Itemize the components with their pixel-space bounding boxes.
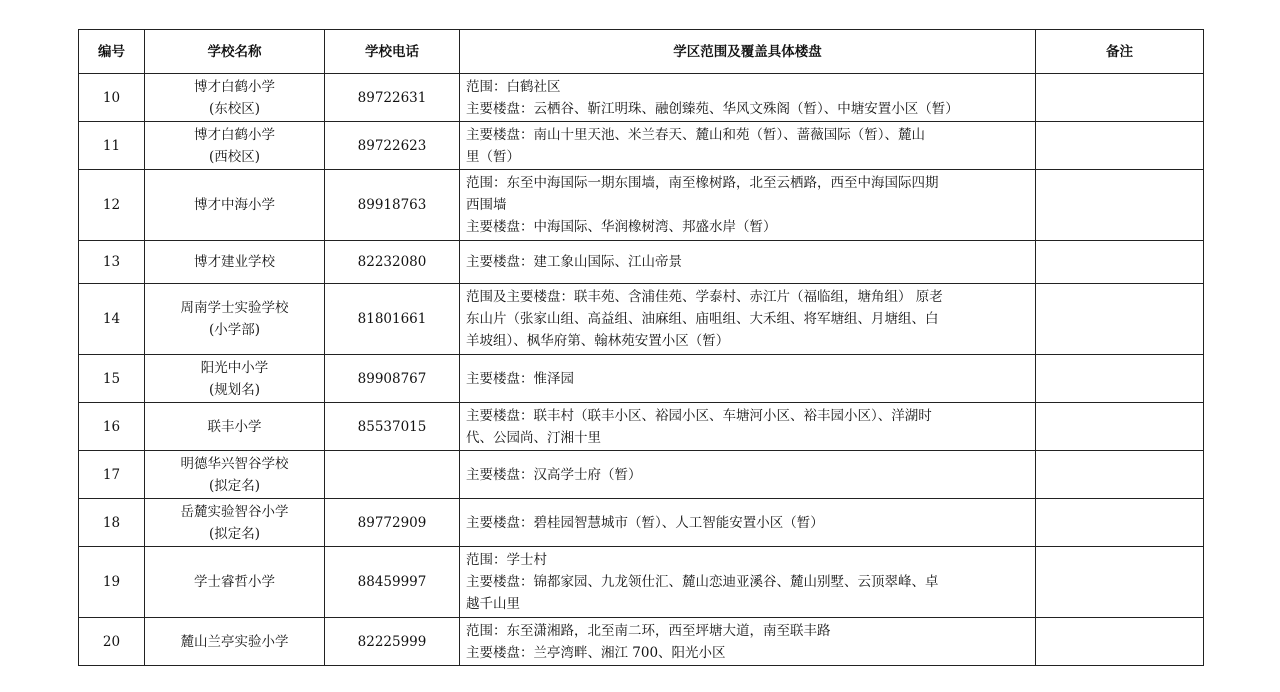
- header-remark: 备注: [1036, 30, 1204, 74]
- school-name-cell: [145, 122, 325, 170]
- school-phone: 85537015: [325, 403, 460, 451]
- district-scope-cell: [460, 122, 1036, 170]
- district-scope-line: 里（暂）: [466, 148, 520, 165]
- table-row: [79, 618, 1204, 666]
- row-number: 17: [79, 451, 145, 499]
- district-scope-line: 主要楼盘：建工象山国际、江山帝景: [466, 254, 682, 270]
- row-number: 16: [79, 403, 145, 451]
- school-name-cell: [145, 74, 325, 122]
- header-school-phone: 学校电话: [325, 30, 460, 74]
- district-scope-cell: [460, 241, 1036, 284]
- row-number: 20: [79, 618, 145, 666]
- table-row: [79, 499, 1204, 547]
- table-row: [79, 74, 1204, 122]
- district-scope-cell: [460, 547, 1036, 618]
- district-scope-line: 范围及主要楼盘：联丰苑、含浦佳苑、学泰村、赤江片（福临组，塘角组） 原老: [466, 289, 943, 305]
- school-name-note: (拟定名): [208, 525, 261, 542]
- school-name: 岳麓实验智谷小学: [180, 503, 289, 520]
- school-name-note: (东校区): [208, 100, 261, 117]
- district-scope-line: 主要楼盘：联丰村（联丰小区、裕园小区、车塘河小区、裕丰园小区）、洋湖时: [466, 407, 932, 424]
- row-number: 19: [79, 547, 145, 618]
- school-name: 博才建业学校: [194, 254, 275, 270]
- remark-cell: [1036, 170, 1204, 241]
- district-scope-line: 越千山里: [466, 596, 520, 612]
- district-scope-cell: [460, 403, 1036, 451]
- remark-cell: [1036, 451, 1204, 499]
- district-scope-line: 范围：东至潇湘路，北至南二环，西至坪塘大道，南至联丰路: [466, 622, 831, 639]
- remark-cell: [1036, 547, 1204, 618]
- school-name-cell: [145, 284, 325, 355]
- table-row: [79, 122, 1204, 170]
- district-scope-cell: [460, 618, 1036, 666]
- school-phone: 81801661: [325, 284, 460, 355]
- school-name-note: (拟定名): [208, 477, 261, 494]
- district-scope-cell: [460, 499, 1036, 547]
- school-phone: 89722623: [325, 122, 460, 170]
- remark-cell: [1036, 355, 1204, 403]
- district-scope-line: 范围：东至中海国际一期东围墙，南至橡树路，北至云栖路，西至中海国际四期: [466, 175, 939, 191]
- school-name-cell: [145, 547, 325, 618]
- school-phone: 89722631: [325, 74, 460, 122]
- table-row: [79, 355, 1204, 403]
- district-scope-cell: [460, 170, 1036, 241]
- table-row: [79, 403, 1204, 451]
- school-name: 麓山兰亭实验小学: [180, 633, 289, 650]
- school-name: 学士睿哲小学: [194, 574, 275, 590]
- school-name-note: (小学部): [208, 322, 261, 338]
- district-scope-line: 西围墙: [466, 197, 507, 213]
- table-row: [79, 170, 1204, 241]
- remark-cell: [1036, 122, 1204, 170]
- remark-cell: [1036, 241, 1204, 284]
- school-phone: 82225999: [325, 618, 460, 666]
- remark-cell: [1036, 403, 1204, 451]
- table-row: [79, 451, 1204, 499]
- school-phone: 82232080: [325, 241, 460, 284]
- school-name: 阳光中小学: [200, 359, 269, 376]
- school-name: 博才白鹤小学: [194, 78, 275, 95]
- school-name-cell: [145, 170, 325, 241]
- table-body: [79, 74, 1204, 666]
- remark-cell: [1036, 499, 1204, 547]
- row-number: 10: [79, 74, 145, 122]
- district-scope-line: 主要楼盘：汉高学士府（暂）: [466, 466, 642, 483]
- school-name-cell: [145, 451, 325, 499]
- school-name: 博才白鹤小学: [194, 126, 275, 143]
- table-row: [79, 284, 1204, 355]
- district-scope-line: 范围：白鹤社区: [466, 78, 561, 95]
- remark-cell: [1036, 618, 1204, 666]
- school-name: 联丰小学: [207, 418, 262, 435]
- district-scope-line: 主要楼盘：碧桂园智慧城市（暂）、人工智能安置小区（暂）: [466, 514, 824, 531]
- table-header-row: [79, 30, 1204, 74]
- row-number: 13: [79, 241, 145, 284]
- district-scope-line: 主要楼盘：兰亭湾畔、湘江 700、阳光小区: [466, 644, 726, 661]
- district-scope-cell: [460, 284, 1036, 355]
- district-scope-cell: [460, 74, 1036, 122]
- district-scope-line: 主要楼盘：南山十里天池、米兰春天、麓山和苑（暂）、蔷薇国际（暂）、麓山: [466, 126, 925, 143]
- district-scope-line: 主要楼盘：中海国际、华润橡树湾、邦盛水岸（暂）: [466, 219, 777, 235]
- table-row: [79, 241, 1204, 284]
- row-number: 14: [79, 284, 145, 355]
- school-name-cell: [145, 355, 325, 403]
- remark-cell: [1036, 284, 1204, 355]
- row-number: 12: [79, 170, 145, 241]
- header-num: 编号: [79, 30, 145, 74]
- district-scope-line: 东山片（张家山组、高益组、油麻组、庙咀组、大禾组、将军塘组、月塘组、白: [466, 311, 939, 327]
- school-name: 明德华兴智谷学校: [180, 455, 289, 472]
- school-name: 周南学士实验学校: [180, 300, 289, 316]
- school-phone: 89908767: [325, 355, 460, 403]
- school-phone: [325, 451, 460, 499]
- header-school-name: 学校名称: [145, 30, 325, 74]
- district-scope-line: 羊坡组）、枫华府第、翰林苑安置小区（暂）: [466, 333, 730, 349]
- school-name-note: (规划名): [208, 381, 261, 398]
- school-phone: 89772909: [325, 499, 460, 547]
- district-scope-line: 主要楼盘：锦都家园、九龙领仕汇、麓山恋迪亚溪谷、麓山别墅、云顶翠峰、卓: [466, 574, 939, 590]
- school-name-cell: [145, 403, 325, 451]
- table-row: [79, 547, 1204, 618]
- row-number: 11: [79, 122, 145, 170]
- school-name-cell: [145, 618, 325, 666]
- district-scope-line: 代、公园尚、汀湘十里: [466, 429, 601, 446]
- school-name-cell: [145, 499, 325, 547]
- district-scope-cell: [460, 355, 1036, 403]
- school-name-cell: [145, 241, 325, 284]
- school-phone: 89918763: [325, 170, 460, 241]
- district-scope-cell: [460, 451, 1036, 499]
- header-district-scope: 学区范围及覆盖具体楼盘: [460, 30, 1036, 74]
- school-district-table: [78, 29, 1204, 666]
- row-number: 18: [79, 499, 145, 547]
- school-name: 博才中海小学: [194, 197, 275, 213]
- district-scope-line: 范围：学士村: [466, 552, 547, 568]
- school-phone: 88459997: [325, 547, 460, 618]
- district-scope-line: 主要楼盘：惟泽园: [466, 370, 574, 387]
- school-name-note: (西校区): [208, 148, 261, 165]
- row-number: 15: [79, 355, 145, 403]
- district-scope-line: 主要楼盘：云栖谷、靳江明珠、融创臻苑、华风文殊阁（暂）、中塘安置小区（暂）: [466, 100, 959, 117]
- remark-cell: [1036, 74, 1204, 122]
